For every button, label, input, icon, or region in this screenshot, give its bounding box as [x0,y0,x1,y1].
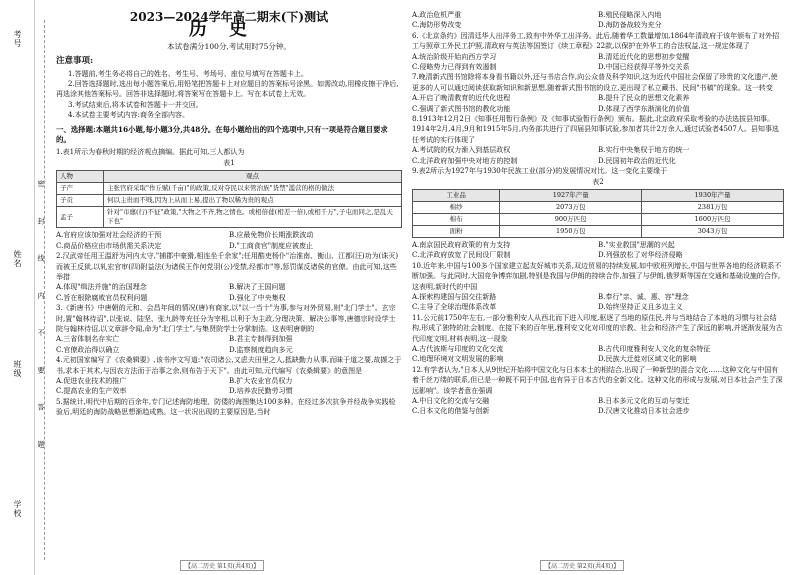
table-caption: 表1 [223,158,235,167]
option: C.北洋政府加强中央对地方的控制 [412,156,518,165]
option: B."实业救国"思潮的兴起 [598,240,675,249]
question-stem: 12.有学者认为,"日本人从9世纪开始将中国文化与日本本土的相结合,出现了一种新型的混合文化……这种文化与中国有着千丝万缕的联系,但已是一种既不同于中国,也有异于日本古代的全新文化。这种文化的形成与发展,对日本社会产生了深远影响"。该学者意在强调 [412,365,783,395]
question-7 [412,72,784,114]
question-stem: 6.《北京条约》因清廷华人出洋务工,致有中外华工出洋务。此后,随着华工数量增加,1864年清政府于该年颁布了对外招工与照章工外民工护照,清政府与英法等国签订《续工章程》22款,以保护在外华工的合法权益,这一规定体现了 [412,31,780,51]
notes-title: 注意事项: [56,56,94,67]
option: B.解决了王国问题 [229,283,286,292]
option: A.三省体制名存实亡 [56,335,120,344]
question-stem: 5.据统计,明代中后期的百余年,专门记述海防地理、防倭的海图集达100多种。在经过多次抗争并经战争实践检验后,明廷的海防战略思想渐趋成熟。这一状况出现的主要原因是,当时 [56,397,396,417]
table-cell: 3043万包 [642,225,784,237]
table-row [413,225,784,237]
table-header: 工业品 [413,189,500,201]
note-item: 2.回答选择题时,选出每小题答案后,用铅笔把答题卡上对应题目的答案标号涂黑。如需改动,用橡皮擦干净后,再选涂其他答案标号。回答非选择题时,将答案写在答题卡上。写在本试卷上无效。 [56,80,399,99]
option: B.古代印度雅利安人文化的复杂特征 [598,344,711,353]
question-3 [56,303,402,355]
subject-title: 历史 [189,19,269,41]
option: C.地理环境对文明发展的影响 [412,355,504,364]
option: A.南京国民政府政策的有力支持 [412,240,511,249]
question-8 [412,114,784,166]
table-cell: 子贡 [57,195,104,207]
option: C.提高农业的生产效率 [56,387,127,396]
option: C.海防形势改变 [412,21,462,30]
exam-title: 2023—2024学年高二期末(下)测试 [129,10,329,24]
table-cell: 子产 [57,183,104,195]
section-heading: 一、选择题:本题共16小题,每小题3分,共48分。在每小题给出的四个选项中,只有一项是符合题目要求的。 [56,124,388,145]
note-item: 1.答题前,考生务必将自己的姓名、考生号、考场号、座位号填写在答题卡上。 [68,69,308,78]
option: D.培养农民勤劳习惯 [229,387,293,396]
option: A.考试院的权力渐入到基层政权 [412,146,511,155]
question-stem: 9.表2所示为1927年与1930年民族工业(部分)的发展情况对比。这一变化主要缘于 [412,167,668,176]
label-xuexiao: 学校 [13,500,22,518]
table-row [413,213,784,225]
table-cell: 面粉 [413,225,500,237]
question-stem: 10.近年来,中国与100多个国家建立起友好城市关系,双边贸易的持续发展,如中欧班列增长,中国与世界各地的经济联系不断加强。与此同时,大国竞争博弈加剧,特别是我国与伊朗的持续合作,加强了与伊朗,俄罗斯等国在交通和基础设施的合作,这表明,新时代的中国 [412,261,782,291]
table-row [57,183,402,195]
question-9 [412,166,784,261]
table-cell: 孟子 [57,207,104,228]
option: C.官僚政治得以确立 [56,345,120,354]
note-item: 3.考试结束后,将本试卷和答题卡一并交回。 [68,100,203,109]
question-stem: 4.元初国家编写了《农桑辑要》,该书序文写道:"农司诸公,又虑夫田里之人,抵缺勤力从事,而昧于道之要,故撷之于书,求本于其术,与因农方法而于治事之余,则布告于天下"。由此可知,元代编写《农桑辑要》的意图是 [56,356,402,375]
seal-line-text: 密 封 线 内 不 要 答 题 [37,180,45,462]
option: C.主导了全球治理体系改革 [412,303,497,312]
question-1 [56,147,402,251]
label-xingming: 姓名 [13,250,22,268]
question-6 [412,31,784,73]
option: A.统治阶级开始向西方学习 [412,52,497,61]
option: B.实行中央集权于地方的统一 [598,146,690,155]
label-kaohao: 考号 [13,30,22,48]
note-item: 4.本试卷主要考试内容:商务全部内容。 [68,111,190,120]
table-cell: 何以主贵而不贱,因为上从而上易,提出了物以稀为贵的观点 [104,195,402,207]
option: B.扩大农业官员权力 [229,376,293,385]
option: A.促进农业技术的推广 [56,376,127,385]
table-header: 1930年产量 [642,189,784,201]
question-stem: 2.汉武帝任用王温舒为河内太守,"捕郡中豪猾,相连坐千余家";任用酷吏杨仆"治淮南、衡山、江都(汪)功为(诛灭)而被王反狱,以轧宏官审(四)附益法(为诸侯王作何党羽(公)受禁,经都市"等,惩罚谋反诸侯的官僚。由此可知,这些举措 [56,252,399,281]
option: C.日本文化的借鉴与创新 [412,407,490,416]
question-10 [412,261,784,313]
label-banji: 班级 [13,360,22,378]
question-stem: 8.1913年12月2日《知事任用暂行条例》及《知事试验暂行条例》颁布。据此,北京政府采取考验的办法选拔县知事。1914年2月,4月,9月和1915年5月,内务部共进行了四届县知事试验,参加者共计2万余人,通过试验者4507人。县知事选任考试的实行体现了 [412,115,779,144]
option: C.侵略势力已得到有效遏制 [412,63,497,72]
footer-page-1: 【高二历史 第1页(共4页)】 [180,560,264,571]
option: D.民族大迁徙对区域文化的影响 [598,355,697,364]
option: B.应最免物价长期涨跌波动 [229,231,314,240]
option: A.探索构建国与国交往新路 [412,292,497,301]
option: C.强调了新式图书馆的教化功能 [412,104,511,113]
option: C.北洋政府放宽了民间设厂限制 [412,251,511,260]
question-11 [412,313,784,365]
table-cell: 1600万匹包 [642,213,784,225]
seal-dashed-line [44,20,45,560]
binding-strip [0,0,35,575]
right-column [412,10,784,417]
question-stem: 11.公元前1750年左右,一部分雅利安人从西北而下进入印度,驱逐了当地的原住民,并与当地结合了本地的习惯与社会结构,形成了独特的社会制度。在接下来的百年里,雅利安文化对印度的宗教、社会和经济产生了深远的影响,并逐渐发展为古代印度文明,材料表明,这一现象 [412,313,783,343]
table-cell: 2381万包 [642,201,784,213]
table-cell: 棉纱 [413,201,500,213]
table-cell: 棉布 [413,213,500,225]
table-header: 观点 [104,171,402,183]
option: A.政治危机严重 [412,11,462,19]
option: D.列强放松了对华经济侵略 [598,251,683,260]
table-cell: 900万匹包 [500,213,642,225]
option: A.体现"缉法并施"的治国理念 [56,283,147,292]
option: D."工商食官"制度应被废止 [229,241,314,250]
score-info: 本试卷满分100分,考试用时75分钟。 [167,41,291,51]
option: D.体现了西学东渐演化的价值 [598,104,690,113]
table-2 [412,189,784,238]
option: D.强化了中央集权 [229,293,286,302]
table-row [57,195,402,207]
table-cell: 1950万包 [500,225,642,237]
table-1 [56,170,402,228]
footer-page-2: 【高二历史 第2页(共4页)】 [540,560,624,571]
question-12 [412,365,784,417]
option: B.日本多元文化的互动与变迁 [598,397,690,405]
table-cell: 针对"市廛(行)不征"政策,"大物之不齐,物之情也。或相倍蓰(相差一倍),或相千万",子屯而同之,是乱天下也" [104,207,402,228]
question-stem: 1.表1所示为春秋时期的经济观点摘编。据此可知,三人都认为 [56,148,245,157]
question-stem: 7.晚清新式图书馆除将本身看书籍以外,还与书店合作,向公众普及科学知识,这为近代中国社会保留了珍贵的文化遗产,使更多的人可以通过阅读获取新知识和新思想,随着新式图书馆的设立,更出现了私立藏书、民间"书稿"的现象。这一转变 [412,73,778,92]
option: A.古代波斯与印度的文化交流 [412,344,504,353]
table-header: 人物 [57,171,104,183]
question-5-options [412,10,784,31]
option: B.殖民侵略深入内地 [598,11,662,19]
option: D.中国已经获得平等外交关系 [598,63,690,72]
table-cell: 2073万包 [500,201,642,213]
option: A.中日文化的交流与交融 [412,397,490,405]
left-column [56,10,402,418]
table-cell: 主张官府采取"作丘赋(千亩)"的政策,反对夺民以来管治族"货禁"滥营的格的做法 [104,183,402,195]
question-2 [56,251,402,303]
option: D.汉唐文化推动日本社会进步 [598,407,690,416]
option: D.始终坚持正义且多边主义 [598,303,683,312]
option: A.官府应该加强对社会经济的干预 [56,231,162,240]
question-5-start [56,397,402,418]
option: B.提升了民众的思想文化素养 [598,94,690,103]
option: D.海防备战较为充分 [598,21,662,30]
option: C.商品价格应由市场供需关系决定 [56,241,162,250]
question-stem: 3.《新唐书》中唐朝的元和、会昌年间的情况(唐)有商家,以"以一当十"为事,参与对外贸易,则"北门学士"。玄宗时,置"翰林待诏",以张说、陆坚、张九龄等充任分为宰相,以利于为主政,分理决策、解决公事等,唐德宗时设学士院与翰林待诏,以文章辞令闻,命为"北门学士",与集贤院学士分掌制诰。这表明唐朝的 [56,304,396,333]
option: D.民国初年政治的近代化 [598,156,676,165]
option: D.监察制度趋向多元 [229,345,293,354]
option: B.奉行"亲、诚、惠、容"理念 [598,292,689,301]
table-caption: 表2 [592,177,604,186]
table-header: 1927年产量 [500,189,642,201]
table-row [57,207,402,228]
question-4 [56,355,402,397]
option: A.开启了晚清教育的近代化进程 [412,94,511,103]
option: B.君主专制得到加强 [229,335,293,344]
table-row [413,201,784,213]
option: B.清廷近代化的思想初步觉醒 [598,52,690,61]
option: C.旨在根除腐败官员权利问题 [56,293,148,302]
